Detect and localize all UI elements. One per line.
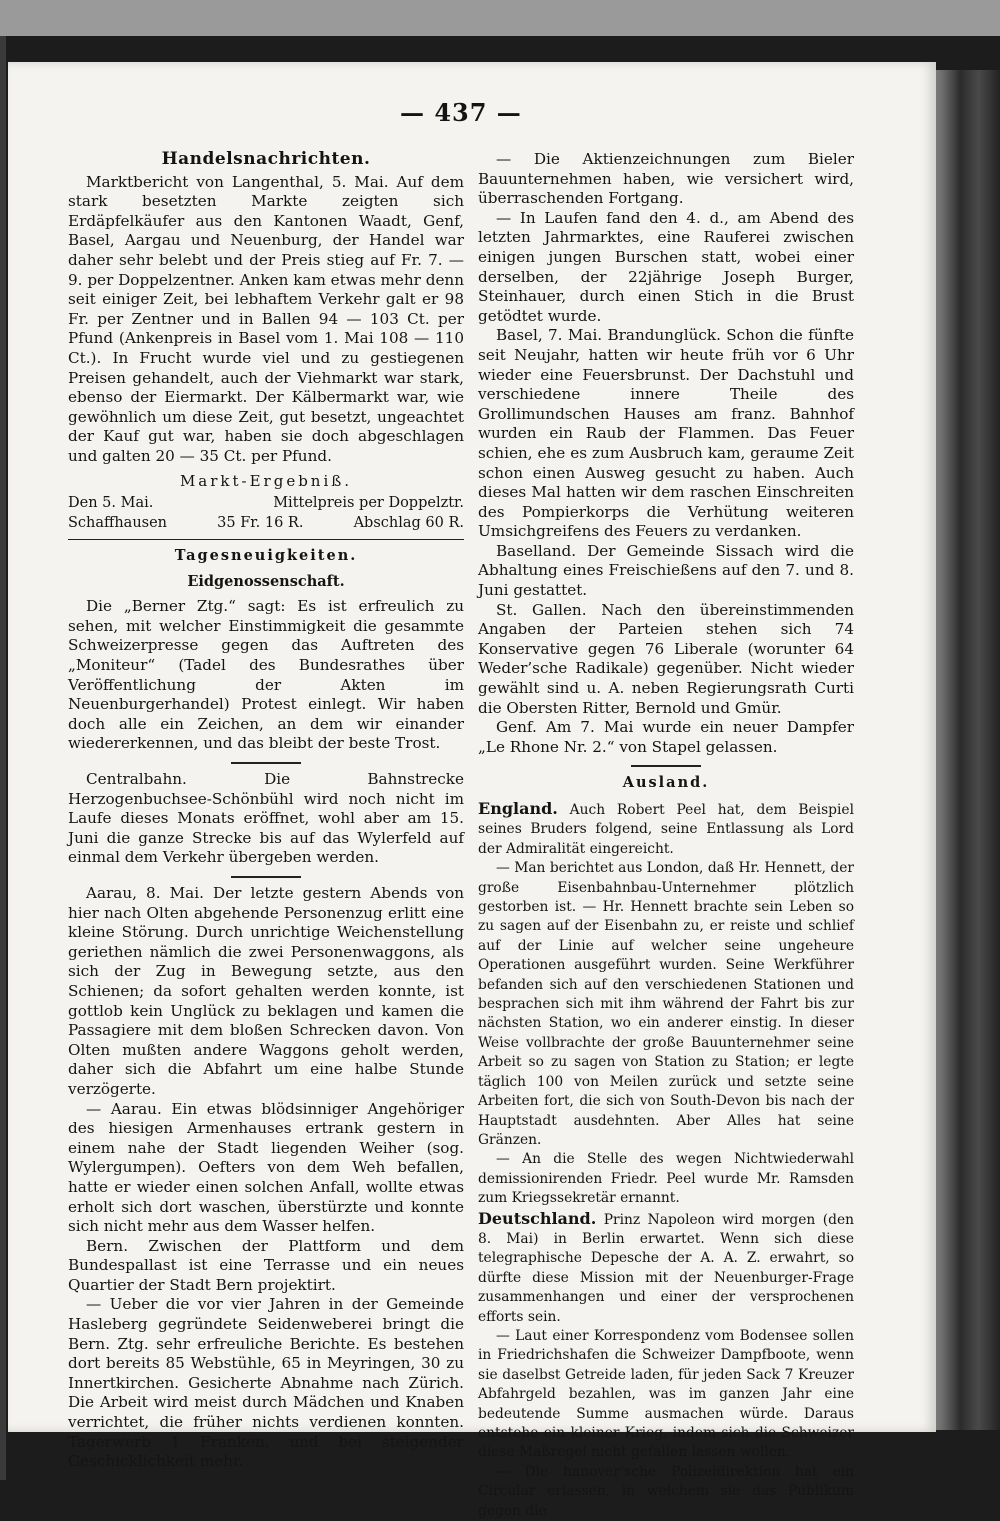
short-divider xyxy=(231,876,301,878)
market-date: Den 5. Mai. xyxy=(68,495,154,512)
newspaper-page xyxy=(8,62,936,1519)
article-basel-fire: Basel, 7. Mai. Brandunglück. Schon die fünfte seit Neujahr, hatten wir heute früh vor 6 Uhr wieder eine Feuersbrunst. Der Dachstuhl und verschiedene innere Theile des Grollimundschen Hauses am franz. Bahnhof wurden ein Raub der Flammen. Das Feuer schien, ehe es zum Ausbruch kam, geraume Zeit schon einen Ausweg gesucht zu haben. Auch dieses Mal hatten wir dem raschen Einschreiten des Pompierkorps die Verhütung weiteren Umsichgreifens des Feuers zu verdanken. xyxy=(478,326,854,541)
article-england-hennett: — Man berichtet aus London, daß Hr. Hennett, der große Eisenbahnbau-Unternehmer plötzlich gestorben ist. — Hr. Hennett brachte sein Leben so zu sagen auf der Eisenbahn zu, er reiste und schlief auf der Linie auf welcher seine ungeheure Operationen ausgeführt wurden. Seine Werkführer befanden sich auf den verschiedenen Stationen und besprachen sich mit ihm während der Fahrt bis zur nächsten Station, wo ein anderer einstig. In dieser Weise vollbrachte der große Bauunternehmer seine Arbeit so zu sagen von Station zu Station; er legte täglich 100 von Meilen zurück und setzte seine Arbeiten fort, die sich von South-Devon bis nach der Hauptstadt ausdehnten. Aber Alles hat seine Gränzen. xyxy=(478,860,854,1148)
market-change: Abschlag 60 R. xyxy=(353,515,464,532)
article-hasleberg-silk: — Ueber die vor vier Jahren in der Gemeinde Hasleberg gegründete Seidenweberei bringt die Bern. Ztg. sehr erfreuliche Berichte. Es bestehen dort bereits 85 Webstühle, 65 in Meyringen, 30 zu Innertkirchen. Gesicherte Abnahme nach Zürich. Die Arbeit wird meist durch Mädchen und Knaben verrichtet, die früher nichts verdienen konnten. Tagerwerb 1 Franken, und bei steigender Geschicklichkeit mehr. xyxy=(68,1295,464,1471)
news-heading: Tagesneuigkeiten. xyxy=(174,547,358,565)
swiss-heading: Eidgenossenschaft. xyxy=(187,572,345,590)
article-aarau-train: Aarau, 8. Mai. Der letzte gestern Abends von hier nach Olten abgehende Personenzug erlitt eine kleine Störung. Durch unrichtige Weichenstellung geriethen nämlich die zwei Personenwaggons, als sich der Zug in Bewegung setzte, aus den Schienen; da sofort gehalten werden konnte, ist gottlob kein Unglück zu beklagen und kamen die Passagiere mit dem bloßen Schrecken davon. Von Olten mußten andere Waggons geholt werden, daher sich die Abfahrt um eine halbe Stunde verzögerte. xyxy=(68,884,464,1098)
england-lead: England. xyxy=(478,799,558,818)
article-baselland: Baselland. Der Gemeinde Sissach wird die Abhaltung eines Freischießens auf den 7. und 8. Juni gestattet. xyxy=(478,541,854,600)
article-aarau-drowning: — Aarau. Ein etwas blödsinniger Angehöriger des hiesigen Armenhauses ertrank gestern in einem nahe der Stadt liegenden Weiher (sog. Wylergumpen). Oefters von dem Weh befallen, hatte er wieder einen solchen Anfall, wollte etwas erholt sich dort waschen, überstürzte und konnte sich nicht mehr aus dem Wasser helfen. xyxy=(68,1099,464,1236)
article-genf: Genf. Am 7. Mai wurde ein neuer Dampfer „Le Rhone Nr. 2.“ von Stapel gelassen. xyxy=(478,718,854,756)
book-page-edges xyxy=(928,70,1000,1430)
article-biel: — Die Aktienzeichnungen zum Bieler Bauunternehmen haben, wie versichert wird, überraschenden Fortgang. xyxy=(478,150,854,208)
foreign-heading: Ausland. xyxy=(622,774,710,792)
germany-lead: Deutschland. xyxy=(478,1208,597,1228)
short-divider xyxy=(231,762,301,764)
article-germany-napoleon xyxy=(478,1209,854,1327)
left-column xyxy=(68,150,464,1472)
market-result-title: Markt-Ergebniß. xyxy=(179,471,353,490)
divider-rule xyxy=(68,539,464,540)
article-england-peel xyxy=(478,799,854,859)
article-berner-ztg: Die „Berner Ztg.“ sagt: Es ist erfreulich zu sehen, mit welcher Einstimmigkeit die gesammte Schweizerpresse gegen das Auftreten des „Moniteur“ (Tadel des Bundesrathes über Veröffentlichung der Akten im Neuenburgerhandel) Protest einlegt. Wir haben doch alle ein Zeichen, an dem wir einander wiedererkennen, und das bleibt der beste Trost. xyxy=(68,597,464,753)
market-report: Marktbericht von Langenthal, 5. Mai. Auf dem stark besetzten Markte zeigten sich Erdäpfelkäufer aus den Kantonen Waadt, Genf, Basel, Aargau und Neuenburg, der Handel war daher sehr belebt und der Preis stieg auf Fr. 7. — 9. per Doppelzentner. Anken kam etwas mehr denn seit einiger Zeit, bei lebhaftem Verkehr galt er 98 Fr. per Zentner und in Ballen 94 — 103 Ct. per Pfund (Ankenpreis in Basel vom 1. Mai 108 — 110 Ct.). In Frucht wurde viel und zu gestiegenen Preisen gehandelt, auch der Viehmarkt war stark, ebenso der Eiermarkt. Der Kälbermarkt war, wie gewöhnlich um diese Zeit, gut besetzt, ungeachtet der Kauf gut war, haben sie doch abgeschlagen und galten 20 — 35 Ct. per Pfund. xyxy=(68,172,464,465)
market-place: Schaffhausen xyxy=(68,515,168,532)
market-data-row xyxy=(68,513,464,533)
article-germany-bodensee: — Laut einer Korrespondenz vom Bodensee sollen in Friedrichshafen die Schweizer Dampfboote, wenn sie daselbst Getreide laden, für jeden Sack 7 Kreuzer Abfahrgeld bezahlen, was im ganzen Jahr eine bedeutende Summe ausmachen würde. Daraus entstehe ein kleiner Krieg, indem sich die Schweizer diese Maßregel nicht gefallen lassen wollen. xyxy=(478,1327,854,1461)
article-england-ramsden: — An die Stelle des wegen Nichtwiederwahl demissionirenden Friedr. Peel wurde Mr. Ramsden zum Kriegssekretär ernannt. xyxy=(478,1151,854,1207)
section-heading-trade: Handelsnachrichten. xyxy=(161,149,371,169)
scanner-background-top xyxy=(0,0,1000,36)
market-header-row xyxy=(68,493,464,513)
market-price: 35 Fr. 16 R. xyxy=(217,515,304,532)
short-divider xyxy=(631,765,701,767)
scanner-background-left xyxy=(0,36,6,1480)
article-st-gallen: St. Gallen. Nach den übereinstimmenden Angaben der Parteien stehen sich 74 Konservative gegen 76 Liberale (worunter 64 Weder’sche Radikale) gegenüber. Nicht wieder gewählt sind u. A. neben Regierungsrath Curti die Obersten Ritter, Bernold und Gmür. xyxy=(478,600,854,717)
right-column xyxy=(478,150,854,1521)
england-text: Auch Robert Peel hat, dem Beispiel seines Bruders folgend, seine Entlassung als Lord der Admiralität eingereicht. xyxy=(478,802,855,857)
article-bern-terrace: Bern. Zwischen der Plattform und dem Bundespallast ist eine Terrasse und ein neues Quartier der Stadt Bern projektirt. xyxy=(68,1236,464,1294)
market-column-header: Mittelpreis per Doppelztr. xyxy=(273,495,464,512)
article-germany-hanover: — Die hanover’sche Polizeidirektion hat ein Circular erlassen, in welchem sie das Publikum gegen die xyxy=(478,1463,854,1519)
article-laufen: — In Laufen fand den 4. d., am Abend des letzten Jahrmarktes, eine Rauferei zwischen einigen jungen Burschen statt, wobei einer derselben, der 22jährige Joseph Burger, Steinhauer, durch einen Stich in die Brust getödtet wurde. xyxy=(478,208,854,325)
article-centralbahn: Centralbahn. Die Bahnstrecke Herzogenbuchsee-Schönbühl wird noch nicht im Laufe dieses Monats eröffnet, wohl aber am 15. Juni die ganze Strecke bis auf das Wylerfeld auf einmal dem Verkehr übergeben werden. xyxy=(68,770,464,867)
page-number: — 437 — xyxy=(400,98,522,127)
germany-text: Prinz Napoleon wird morgen (den 8. Mai) in Berlin erwartet. Wenn sich diese telegraphische Depesche der A. A. Z. erwahrt, so dürfte diese Mission mit der Neuenburger-Frage zusammenhangen und einer der versprochenen efforts sein. xyxy=(478,1211,854,1325)
